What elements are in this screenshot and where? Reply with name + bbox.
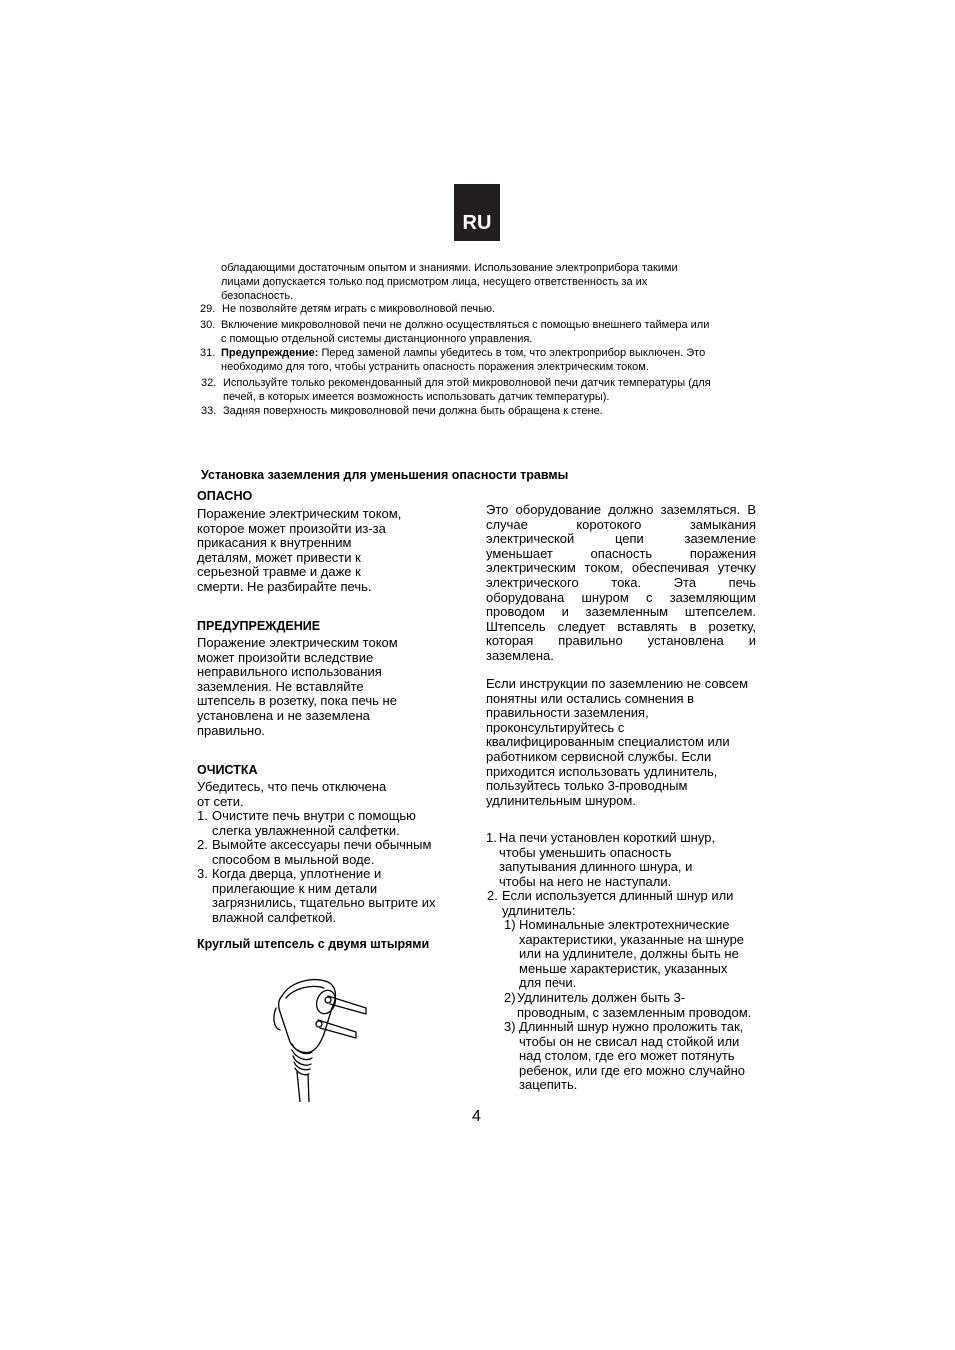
item-text bbox=[517, 991, 751, 1020]
cleaning-title: ОЧИСТКА bbox=[197, 763, 258, 777]
item-text bbox=[221, 318, 781, 346]
text-line: ребенок, или где его можно случайно bbox=[519, 1062, 745, 1078]
item-text bbox=[519, 918, 744, 991]
text-line: работником сервисной службы. Если bbox=[486, 748, 712, 764]
cleaning-intro bbox=[197, 780, 457, 809]
text-line: лицами допускается только под присмотром лица, несущего ответственность за их bbox=[221, 276, 648, 288]
text-line: которое может произойти из-за bbox=[197, 520, 386, 536]
text-line: смерти. Не разбирайте печь. bbox=[197, 578, 372, 594]
text-line: случае коротокого замыкания bbox=[486, 516, 756, 532]
text-line: заземления. Не вставляйте bbox=[197, 678, 364, 694]
text-line: Это оборудование должно заземляться. В bbox=[486, 502, 756, 517]
text-line: обладающими достаточным опытом и знаниями. Использование электроприбора такими bbox=[221, 262, 678, 274]
text-line: меньше характеристик, указанных bbox=[519, 960, 728, 976]
text-line: характеристики, указанные на шнуре bbox=[519, 931, 745, 947]
text-line: может произойти вследствие bbox=[197, 649, 374, 665]
item-text bbox=[223, 376, 783, 404]
text-line: от сети. bbox=[197, 793, 244, 809]
warning-label: Предупреждение: bbox=[221, 347, 319, 359]
text-line: удлинитель: bbox=[502, 902, 576, 918]
text-line: Включение микроволновой печи не должно осуществляться с помощью внешнего таймера или bbox=[221, 319, 710, 331]
text-line: электрической цепи заземление bbox=[486, 531, 756, 547]
text-line: влажной салфеткой. bbox=[212, 909, 337, 925]
text-line: понятны или остались сомнения в bbox=[486, 690, 695, 706]
text-line: правильно. bbox=[197, 722, 266, 738]
text-line: запутывания длинного шнура, и bbox=[499, 859, 693, 875]
text-line: зацепить. bbox=[519, 1077, 578, 1093]
text-line: Удлинитель должен быть 3- bbox=[517, 990, 686, 1005]
text-line: проводом и заземленным штепселем. bbox=[486, 604, 756, 620]
item-number: 3) bbox=[504, 1019, 516, 1034]
item-number: 31. bbox=[200, 347, 216, 359]
page-number: 4 bbox=[472, 1108, 481, 1125]
text-line: серьезной травме и даже к bbox=[197, 564, 361, 580]
text-line: над столом, где его может потянуть bbox=[519, 1048, 735, 1064]
text-line: проводным, с заземленным проводом. bbox=[517, 1004, 752, 1020]
warning-paragraph bbox=[197, 636, 437, 738]
text-line: для печи. bbox=[519, 975, 577, 991]
step-text bbox=[212, 867, 436, 925]
danger-title: ОПАСНО bbox=[197, 489, 253, 503]
text-line: оборудована шнуром с заземляющим bbox=[486, 589, 756, 605]
item-number: 29. bbox=[200, 303, 216, 315]
text-line: неправильного использования bbox=[197, 664, 382, 680]
text-line: электрическим током, обеспечивая утечку bbox=[486, 560, 756, 576]
text-span: Перед заменой лампы убедитесь в том, что электроприбор выключен. Это bbox=[318, 347, 706, 359]
text-line: Вымойте аксессуары печи обычным bbox=[212, 837, 432, 852]
item-text bbox=[221, 346, 781, 374]
text-line: Если используется длинный шнур или bbox=[502, 888, 734, 903]
text-line: которая правильно установлена и bbox=[486, 633, 756, 649]
text-line: квалифицированным специалистом или bbox=[486, 734, 730, 750]
text-line: прилегающие к ним детали bbox=[212, 880, 378, 896]
text-line: приходится использовать удлинитель, bbox=[486, 763, 718, 779]
grounding-paragraph bbox=[486, 503, 756, 664]
text-line: с помощью отдельной системы дистанционного управления. bbox=[221, 333, 533, 345]
step-text bbox=[212, 809, 416, 838]
step-number: 1. bbox=[197, 808, 208, 823]
consult-paragraph bbox=[486, 677, 766, 808]
item-number: 1. bbox=[486, 830, 497, 845]
text-line: электрического тока. Эта печь bbox=[486, 574, 756, 590]
danger-paragraph bbox=[197, 507, 437, 595]
step-number: 2. bbox=[197, 837, 208, 852]
text-line: чтобы уменьшить опасность bbox=[499, 844, 672, 860]
text-line: заземлена. bbox=[486, 647, 554, 663]
text-line: Штепсель следует вставлять в розетку, bbox=[486, 618, 756, 634]
text-line: Убедитесь, что печь отключена bbox=[197, 779, 387, 794]
language-badge-label: RU bbox=[462, 212, 492, 234]
text-line: Длинный шнур нужно проложить так, bbox=[519, 1019, 744, 1034]
text-line: слегка увлажненной салфетки. bbox=[212, 822, 400, 838]
text-line: чтобы он не свисал над стойкой или bbox=[519, 1033, 740, 1049]
text-line: или на удлинителе, должны быть не bbox=[519, 946, 739, 962]
text-line: Используйте только рекомендованный для этой микроволновой печи датчик температуры (для bbox=[223, 377, 711, 389]
text-line: прикасания к внутренним bbox=[197, 535, 352, 551]
text-line: Задняя поверхность микроволновой печи должна быть обращена к стене. bbox=[223, 405, 603, 417]
continuation-paragraph bbox=[221, 261, 781, 303]
item-number: 2. bbox=[487, 888, 498, 903]
text-line: штепсель в розетку, пока печь не bbox=[197, 693, 397, 709]
text-line: деталям, может привести к bbox=[197, 549, 361, 565]
item-text bbox=[519, 1020, 745, 1093]
text-line: На печи установлен короткий шнур, bbox=[499, 830, 716, 845]
text-line: Не позволяйте детям играть с микроволновой печью. bbox=[222, 303, 496, 315]
text-line: Очистите печь внутри с помощью bbox=[212, 808, 416, 823]
text-line: Номинальные электротехнические bbox=[519, 917, 730, 932]
item-number: 30. bbox=[200, 319, 216, 331]
text-line: печей, в которых имеется возможность использовать датчик температуры). bbox=[223, 391, 610, 403]
text-line: необходимо для того, чтобы устранить опасность поражения электрическим током. bbox=[221, 361, 649, 373]
item-number: 32. bbox=[201, 377, 217, 389]
section-title: Установка заземления для уменьшения опасности травмы bbox=[201, 468, 569, 482]
step-number: 3. bbox=[197, 866, 208, 881]
text-line: проконсультируйтесь с bbox=[486, 719, 625, 735]
plug-title: Круглый штепсель с двумя штырями bbox=[197, 937, 430, 951]
text-line: загрязнились, тщательно вытрите их bbox=[212, 895, 436, 911]
text-line: способом в мыльной воде. bbox=[212, 851, 375, 867]
step-text bbox=[212, 838, 431, 867]
text-line: безопасность. bbox=[221, 290, 294, 302]
item-number: 2) bbox=[504, 990, 516, 1005]
item-number: 33. bbox=[201, 405, 217, 417]
text-line: Если инструкции по заземлению не совсем bbox=[486, 676, 749, 691]
text-line: Поражение электрическим током bbox=[197, 635, 398, 650]
text-line: удлинительным шнуром. bbox=[486, 792, 636, 808]
text-line: Поражение электрическим током, bbox=[197, 506, 402, 521]
item-text bbox=[222, 302, 495, 316]
item-text bbox=[502, 889, 733, 918]
text-line: чтобы на него не наступали. bbox=[499, 873, 672, 889]
item-text bbox=[499, 831, 715, 889]
text-line: Когда дверца, уплотнение и bbox=[212, 866, 382, 881]
text-line bbox=[221, 346, 781, 360]
warning-title: ПРЕДУПРЕЖДЕНИЕ bbox=[197, 619, 321, 633]
text-line: пользуйтесь только 3-проводным bbox=[486, 778, 688, 794]
text-line: правильности заземления, bbox=[486, 705, 649, 721]
item-number: 1) bbox=[504, 917, 516, 932]
text-line: уменьшает опасность поражения bbox=[486, 545, 756, 561]
plug-illustration bbox=[262, 968, 372, 1102]
text-line: установлена и не заземлена bbox=[197, 707, 370, 723]
item-text bbox=[223, 404, 603, 418]
language-badge bbox=[454, 184, 500, 241]
